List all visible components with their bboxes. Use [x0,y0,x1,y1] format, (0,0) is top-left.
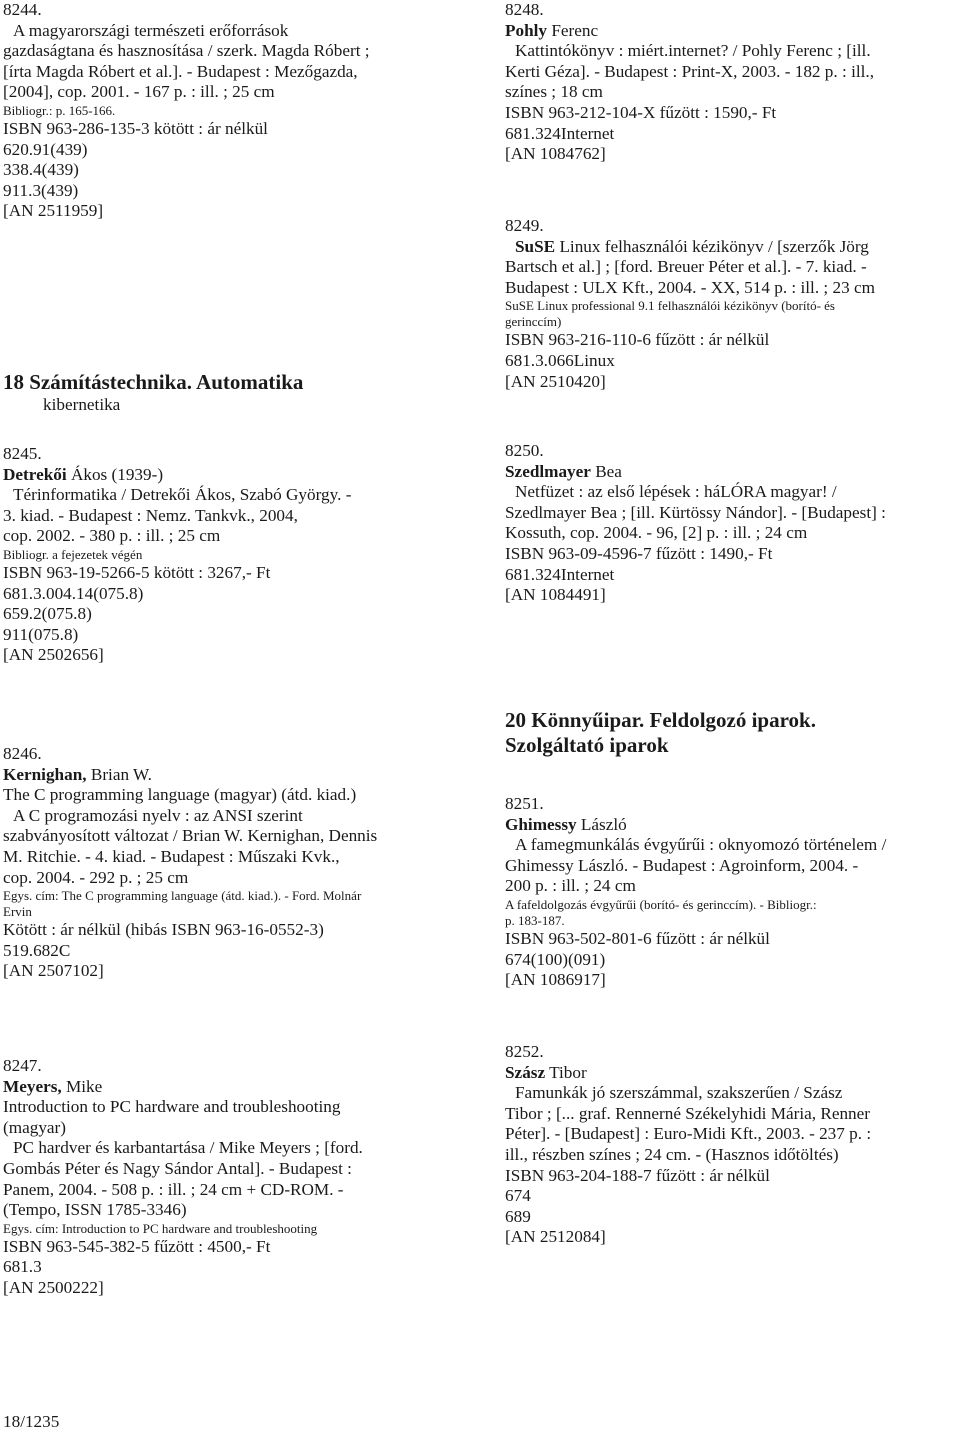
entry-desc-line: Panem, 2004. - 508 p. : ill. ; 24 cm + CD-ROM. - [3,1179,344,1199]
entry-desc-line: szabványosított változat / Brian W. Kernighan, Dennis [3,826,378,846]
author-given: Bea [590,461,622,481]
entry-number: 8252. [505,1042,544,1061]
entry-class-code: 911.3(439) [3,180,79,200]
entry-an-number: [AN 2512084] [505,1227,606,1247]
entry-note: Bibliogr.: p. 165-166. [3,102,116,118]
entry-uniform-title: (magyar) [3,1117,66,1137]
entry-uniform-title: Introduction to PC hardware and troubleshooting [3,1097,341,1117]
entry-number: 8249. [505,216,544,235]
entry-an-number: [AN 2510420] [505,371,606,391]
entry-class-code: 681.3.004.14(075.8) [3,583,144,603]
entry-class-code: 674(100)(091) [505,949,606,969]
author-given: Mike [61,1076,103,1096]
section-subtitle: kibernetika [43,395,121,414]
section-title: Szolgáltató iparok [505,733,669,757]
entry-isbn: ISBN 963-09-4596-7 fűzött : 1490,- Ft [505,543,773,563]
section-heading-18 [3,370,303,416]
author-surname: Szedlmayer [505,461,591,481]
entry-desc-line: [írta Magda Róbert et al.]. - Budapest : Mezőgazda, [3,61,358,81]
catalog-entry-8248 [505,0,960,165]
entry-note: p. 183-187. [505,912,565,928]
entry-note: SuSE Linux professional 9.1 felhasználói kézikönyv (borító- és [505,298,835,314]
entry-desc-line: Kerti Géza]. - Budapest : Print-X, 2003. - 182 p. : ill., [505,61,874,81]
entry-note: gerinccím) [505,314,562,330]
entry-desc-line: színes ; 18 cm [505,82,603,102]
author-given: Tibor [545,1062,587,1082]
catalog-entry-8247 [3,1056,473,1299]
entry-note: Bibliogr. a fejezetek végén [3,546,143,562]
entry-desc-line: Ghimessy László. - Budapest : Agroinform, 2004. - [505,855,859,875]
catalog-entry-8246 [3,744,473,982]
entry-number: 8246. [3,744,42,763]
entry-uniform-title: The C programming language (magyar) (átd. kiad.) [3,785,357,805]
catalog-entry-8251 [505,794,960,991]
entry-desc-line: ill., részben színes ; 24 cm. - (Hasznos időtöltés) [505,1144,839,1164]
entry-author [3,765,473,786]
entry-title-line: PC hardver és karbantartása / Mike Meyers ; [ford. [13,1138,363,1158]
entry-class-code: 681.3.066Linux [505,350,615,370]
author-surname: Meyers, [3,1076,62,1096]
entry-an-number: [AN 2507102] [3,961,104,981]
author-given: Brian W. [86,764,152,784]
page-number: 18/1235 [3,1412,60,1431]
entry-desc-line: [2004], cop. 2001. - 167 p. : ill. ; 25 cm [3,82,275,102]
catalog-entry-8244 [3,0,473,222]
entry-an-number: [AN 2500222] [3,1277,104,1297]
entry-class-code: 659.2(075.8) [3,604,92,624]
title-keyword: SuSE [515,236,556,256]
entry-class-code: 519.682C [3,940,71,960]
entry-desc-line: 3. kiad. - Budapest : Nemz. Tankvk., 2004, [3,505,298,525]
entry-desc-line: Szedlmayer Bea ; [ill. Kürtössy Nándor]. - [Budapest] : [505,502,886,522]
entry-number: 8250. [505,441,544,460]
author-given: Ákos (1939-) [66,464,164,484]
entry-desc-line: Tibor ; [... graf. Rennerné Székelyhidi Mária, Renner [505,1103,870,1123]
entry-class-code: 681.3 [3,1257,42,1277]
entry-an-number: [AN 1084762] [505,144,606,164]
section-title: 18 Számítástechnika. Automatika [3,370,304,394]
entry-author [505,462,960,483]
entry-desc-line: cop. 2004. - 292 p. ; 25 cm [3,867,189,887]
catalog-entry-8252 [505,1042,960,1248]
entry-number: 8248. [505,0,544,19]
entry-class-code: 674 [505,1186,531,1206]
entry-class-code: 620.91(439) [3,139,88,159]
entry-an-number: [AN 1084491] [505,585,606,605]
entry-author [3,465,473,486]
entry-desc-line: 200 p. : ill. ; 24 cm [505,876,636,896]
entry-desc-line: Péter]. - [Budapest] : Euro-Midi Kft., 2003. - 237 p. : [505,1124,872,1144]
entry-an-number: [AN 2511959] [3,201,104,221]
entry-title-line: Térinformatika / Detrekői Ákos, Szabó György. - [13,485,352,505]
entry-title-line [505,237,960,258]
author-surname: Kernighan, [3,764,87,784]
entry-class-code: 681.324Internet [505,123,615,143]
entry-class-code: 911(075.8) [3,624,79,644]
entry-desc-line: (Tempo, ISSN 1785-3346) [3,1200,187,1220]
entry-title-line: Kattintókönyv : miért.internet? / Pohly Ferenc ; [ill. [515,41,871,61]
entry-number: 8247. [3,1056,42,1075]
entry-number: 8245. [3,444,42,463]
entry-note: Egys. cím: Introduction to PC hardware and troubleshooting [3,1220,318,1236]
entry-author [505,21,960,42]
catalog-entry-8250 [505,441,960,606]
entry-desc-line: Budapest : ULX Kft., 2004. - XX, 514 p. : ill. ; 23 cm [505,277,875,297]
entry-isbn: Kötött : ár nélkül (hibás ISBN 963-16-0552-3) [3,920,324,940]
entry-number: 8244. [3,0,42,19]
author-given: László [576,814,627,834]
entry-isbn: ISBN 963-545-382-5 fűzött : 4500,- Ft [3,1236,271,1256]
entry-author [3,1077,473,1098]
entry-isbn: ISBN 963-502-801-6 fűzött : ár nélkül [505,928,770,948]
entry-author [505,815,960,836]
entry-title-line: A famegmunkálás évgyűrűi : oknyomozó történelem / [515,835,887,855]
entry-desc-line: Kossuth, cop. 2004. - 96, [2] p. : ill. ; 24 cm [505,523,808,543]
entry-title-line: A C programozási nyelv : az ANSI szerint [13,805,303,825]
author-surname: Ghimessy [505,814,577,834]
entry-an-number: [AN 2502656] [3,645,104,665]
entry-isbn: ISBN 963-212-104-X fűzött : 1590,- Ft [505,102,777,122]
entry-isbn: ISBN 963-286-135-3 kötött : ár nélkül [3,118,268,138]
entry-isbn: ISBN 963-204-188-7 fűzött : ár nélkül [505,1165,770,1185]
entry-class-code: 338.4(439) [3,160,79,180]
entry-desc-line: gazdaságtana és hasznosítása / szerk. Magda Róbert ; [3,41,370,61]
entry-title-line: Famunkák jó szerszámmal, szakszerűen / Szász [515,1083,843,1103]
entry-an-number: [AN 1086917] [505,970,606,990]
author-given: Ferenc [547,20,599,40]
entry-class-code: 689 [505,1206,531,1226]
entry-class-code: 681.324Internet [505,564,615,584]
author-surname: Szász [505,1062,546,1082]
catalog-entry-8249 [505,216,960,392]
section-heading-20 [505,708,816,758]
entry-isbn: ISBN 963-19-5266-5 kötött : 3267,- Ft [3,562,271,582]
entry-note: Egys. cím: The C programming language (átd. kiad.). - Ford. Molnár [3,888,362,904]
title-rest: Linux felhasználói kézikönyv / [szerzők Jörg [555,236,869,256]
section-title: 20 Könnyűipar. Feldolgozó iparok. [505,708,816,732]
catalog-entry-8245 [3,444,473,666]
author-surname: Detrekői [3,464,67,484]
entry-title-line: Netfüzet : az első lépések : háLÓRA magyar! / [515,482,837,502]
entry-number: 8251. [505,794,544,813]
entry-desc-line: Gombás Péter és Nagy Sándor Antal]. - Budapest : [3,1158,352,1178]
entry-desc-line: cop. 2002. - 380 p. : ill. ; 25 cm [3,526,221,546]
entry-author [505,1063,960,1084]
entry-title-line: A magyarországi természeti erőforrások [13,20,289,40]
entry-note: Ervin [3,904,32,920]
entry-isbn: ISBN 963-216-110-6 fűzött : ár nélkül [505,330,770,350]
author-surname: Pohly [505,20,548,40]
entry-note: A fafeldolgozás évgyűrűi (borító- és gerinccím). - Bibliogr.: [505,896,817,912]
entry-desc-line: M. Ritchie. - 4. kiad. - Budapest : Műszaki Kvk., [3,846,340,866]
entry-desc-line: Bartsch et al.] ; [ford. Breuer Péter et al.]. - 7. kiad. - [505,257,867,277]
